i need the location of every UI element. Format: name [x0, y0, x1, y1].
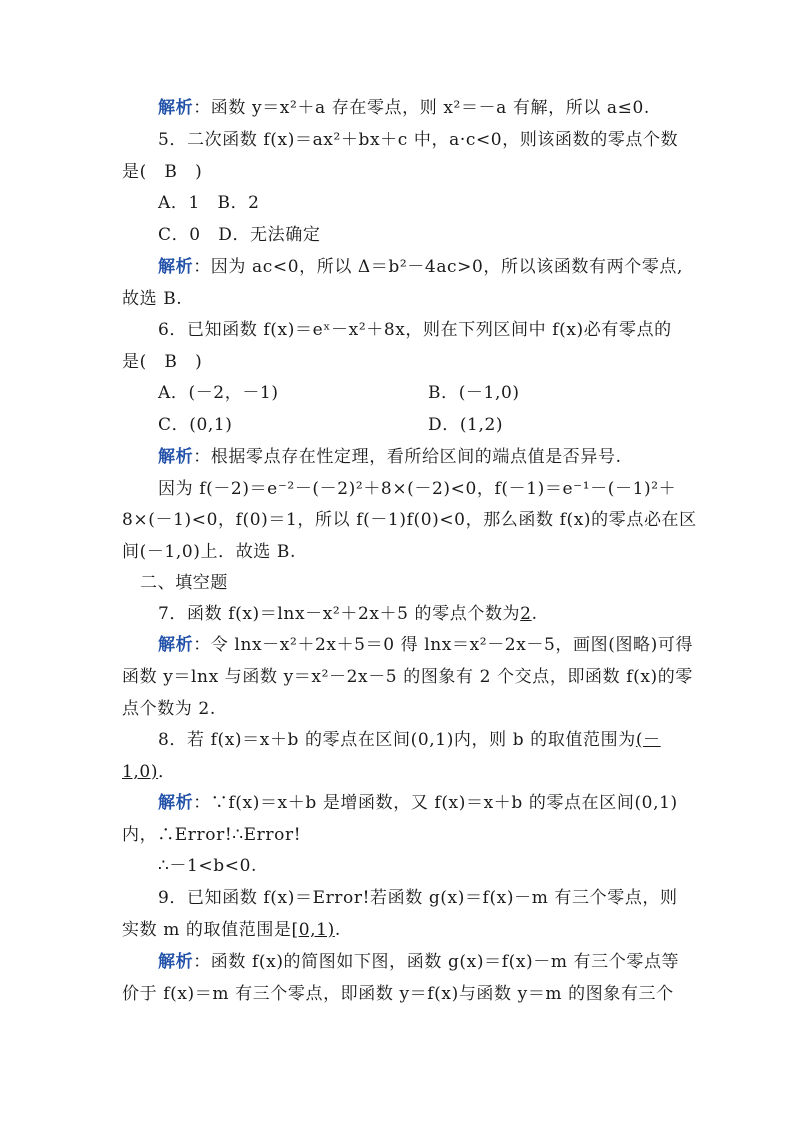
- question-6-options-row2: [158, 413, 718, 437]
- option-b: B．(－1,0): [428, 383, 520, 403]
- solution-continuation: 间(－1,0)上．故选 B.: [122, 542, 297, 562]
- solution-label: 解析: [158, 952, 194, 972]
- question-7-stem: [158, 602, 718, 626]
- option-d: D．(1,2): [428, 415, 504, 435]
- solution-text: ：因为 ac<0，所以 Δ＝b²－4ac>0，所以该函数有两个零点,: [193, 257, 684, 277]
- answer-blank: (－: [635, 730, 661, 750]
- solution-label: 解析: [158, 447, 194, 467]
- solution-continuation: 因为 f(－2)＝e⁻²－(－2)²＋8×(－2)<0，f(－1)＝e⁻¹－(－1)²＋: [158, 479, 677, 499]
- solution-text: ：根据零点存在性定理，看所给区间的端点值是否异号.: [193, 447, 622, 467]
- answer-blank: 1,0): [122, 762, 159, 782]
- question-5-answer: 是( B ): [122, 162, 203, 182]
- question-5-options-ab: A．1 B．2: [158, 193, 260, 213]
- option-c: C．(0,1): [158, 415, 233, 435]
- question-6-options-row1: [158, 381, 718, 405]
- question-tail: .: [531, 604, 538, 624]
- question-9-stem: 9．已知函数 f(x)＝Error!若函数 g(x)＝f(x)－m 有三个零点，则: [158, 888, 678, 908]
- solution-continuation: 8×(－1)<0，f(0)＝1，所以 f(－1)f(0)<0，那么函数 f(x)的零点必在区: [122, 510, 697, 530]
- question-5-stem: 5．二次函数 f(x)＝ax²＋bx＋c 中，a·c<0，则该函数的零点个数: [158, 130, 679, 150]
- solution-line: [158, 445, 718, 469]
- solution-label: 解析: [158, 257, 194, 277]
- solution-label: 解析: [158, 793, 194, 813]
- solution-continuation: 价于 f(x)＝m 有三个零点，即函数 y＝f(x)与函数 y＝m 的图象有三个: [122, 984, 674, 1004]
- solution-label: 解析: [158, 635, 194, 655]
- solution-continuation: 函数 y＝lnx 与函数 y＝x²－2x－5 的图象有 2 个交点，即函数 f(x)的零: [122, 667, 693, 687]
- solution-text: ：∵f(x)＝x＋b 是增函数，又 f(x)＝x＋b 的零点在区间(0,1): [193, 793, 678, 813]
- question-text: 实数 m 的取值范围是: [122, 920, 292, 940]
- solution-line: [158, 950, 718, 974]
- question-text: 8．若 f(x)＝x＋b 的零点在区间(0,1)内，则 b 的取值范围为: [158, 730, 636, 750]
- question-6-stem: 6．已知函数 f(x)＝eˣ－x²＋8x，则在下列区间中 f(x)必有零点的: [158, 320, 672, 340]
- solution-label: 解析: [158, 98, 194, 118]
- solution-line: [158, 791, 718, 815]
- solution-line: [158, 96, 718, 120]
- question-8-answer-cont: [122, 760, 682, 784]
- question-tail: ．: [158, 762, 176, 782]
- question-6-answer: 是( B ): [122, 352, 203, 372]
- solution-continuation: ∴－1<b<0.: [158, 856, 258, 876]
- solution-text: ：函数 f(x)的简图如下图，函数 g(x)＝f(x)－m 有三个零点等: [193, 952, 680, 972]
- question-tail: .: [334, 920, 341, 940]
- solution-text: ：令 lnx－x²＋2x＋5＝0 得 lnx＝x²－2x－5，画图(图略)可得: [193, 635, 694, 655]
- solution-text: ：函数 y＝x²＋a 存在零点，则 x²＝－a 有解，所以 a≤0.: [193, 98, 650, 118]
- answer-blank: [0,1): [291, 920, 335, 940]
- section-heading: 二、填空题: [140, 573, 228, 593]
- solution-line: [158, 633, 718, 657]
- solution-continuation: 点个数为 2.: [122, 699, 216, 719]
- solution-line: [158, 255, 718, 279]
- solution-continuation: 内，∴Error!∴Error!: [122, 825, 302, 845]
- answer-blank: 2: [520, 604, 532, 624]
- option-a: A．(－2，－1): [158, 383, 279, 403]
- question-5-options-cd: C．0 D．无法确定: [158, 225, 321, 245]
- question-9-stem-cont: [122, 918, 682, 942]
- question-8-stem: [158, 728, 718, 752]
- question-text: 7．函数 f(x)＝lnx－x²＋2x＋5 的零点个数为: [158, 604, 521, 624]
- solution-continuation: 故选 B.: [122, 289, 183, 309]
